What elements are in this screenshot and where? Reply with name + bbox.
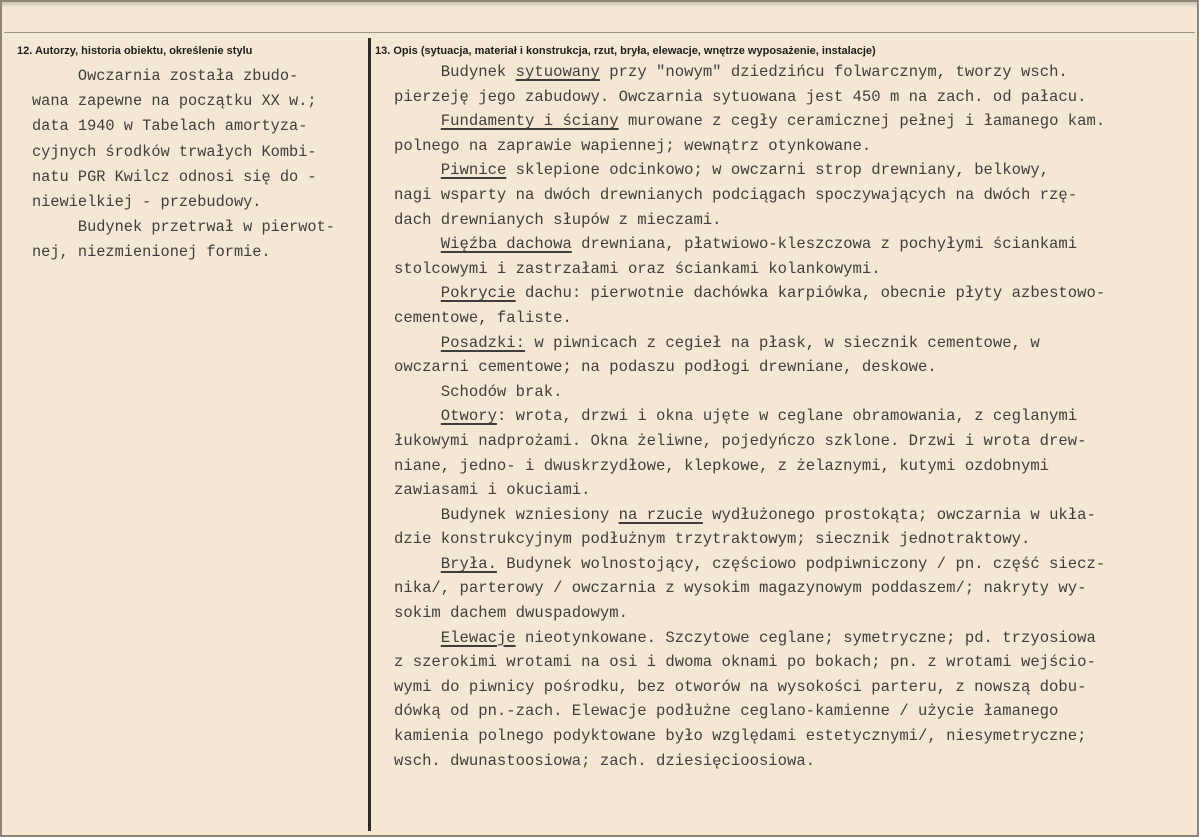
section-13-text — [394, 60, 1105, 773]
section-12-line: cyjnych środków trwałych Kombi- — [32, 142, 317, 161]
section-13-line — [394, 331, 1105, 356]
section-13-line — [394, 60, 1105, 85]
line-text: łukowymi nadprożami. Okna żeliwne, pojedyńczo szklone. Drzwi i wrota drew- — [394, 431, 1087, 450]
section-13-line — [394, 601, 1105, 626]
line-text: w piwnicach z cegieł na płask, w siecznik cementowe, w — [525, 333, 1040, 352]
section-13-line — [394, 503, 1105, 528]
section-12-line: Budynek przetrwał w pierwot- — [32, 218, 335, 237]
line-text: wsch. dwunastoosiowa; zach. dziesięcioosiowa. — [394, 751, 816, 770]
line-text: Budynek — [394, 63, 516, 81]
line-text: owczarni cementowe; na podaszu podłogi drewniane, deskowe. — [394, 358, 937, 377]
line-text: przy "nowym" dziedzińcu folwarcznym, tworzy wsch. — [599, 63, 1068, 81]
line-text: polnego na zaprawie wapiennej; wewnątrz otynkowane. — [394, 136, 872, 155]
line-text: nika/, parterowy / owczarnia z wysokim magazynowym poddaszem/; nakryty wy- — [394, 579, 1087, 598]
underlined-keyword: Bryła. — [440, 554, 497, 573]
line-text: Budynek wzniesiony — [394, 505, 619, 524]
section-12-line: Owczarnia została zbudo- — [32, 67, 299, 85]
section-12-heading: 12. Autorzy, historia obiektu, określenie stylu — [17, 45, 253, 57]
section-12-text — [32, 64, 335, 266]
line-text: kamienia polnego podyktowane było względami estetycznymi/, niesymetryczne; — [394, 727, 1087, 746]
line-text: dówką od pn.-zach. Elewacje podłużne ceglano-kamienne / użycie łamanego — [394, 702, 1059, 721]
top-rule — [4, 32, 1195, 33]
section-13-line — [394, 527, 1105, 552]
line-text: zawiasami i okuciami. — [394, 481, 591, 500]
underlined-keyword: na rzucie — [618, 505, 703, 524]
section-13-line — [394, 134, 1105, 159]
section-13-line — [394, 675, 1105, 700]
section-13-line — [394, 429, 1105, 454]
line-text: pierzeję jego zabudowy. Owczarnia sytuowana jest 450 m na zach. od pałacu. — [394, 87, 1087, 106]
section-12-line: wana zapewne na początku XX w.; — [32, 92, 317, 111]
section-13-line — [394, 380, 1105, 405]
line-text: dzie konstrukcyjnym podłużnym trzytraktowym; siecznik jednotraktowy. — [394, 530, 1031, 549]
section-13-line — [394, 552, 1105, 577]
section-13-line — [394, 478, 1105, 503]
section-13-line — [394, 576, 1105, 601]
section-13-line — [394, 749, 1105, 774]
line-text: wymi do piwnicy pośrodku, bez otworów na wysokości parteru, z nowszą dobu- — [394, 677, 1087, 696]
section-13-line — [394, 85, 1105, 110]
section-13-line — [394, 183, 1105, 208]
line-text: z szerokimi wrotami na osi i dwoma oknami po bokach; pn. z wrotami wejścio- — [394, 653, 1096, 672]
section-13-line — [394, 454, 1105, 479]
section-12-line: natu PGR Kwilcz odnosi się do - — [32, 167, 317, 186]
underlined-keyword: Piwnice — [440, 161, 507, 180]
section-13-line — [394, 650, 1105, 675]
underlined-keyword: Więźba dachowa — [440, 235, 572, 254]
line-text: : wrota, drzwi i okna ujęte w ceglane obramowania, z ceglanymi — [496, 407, 1078, 426]
line-text: Budynek wolnostojący, częściowo podpiwniczony / pn. część siecz- — [496, 554, 1106, 573]
line-text: stolcowymi i zastrzałami oraz ściankami kolankowymi. — [394, 259, 881, 278]
underlined-keyword: Elewacje — [440, 628, 516, 647]
section-12-line: data 1940 w Tabelach amortyza- — [32, 117, 308, 136]
section-13-line — [394, 355, 1105, 380]
line-text: cementowe, faliste. — [394, 308, 572, 327]
underlined-keyword: Fundamenty i ściany — [440, 112, 619, 131]
line-text: dach drewnianych słupów z mieczami. — [394, 210, 722, 229]
section-13-line — [394, 626, 1105, 651]
line-text: sklepione odcinkowo; w owczarni strop drewniany, belkowy, — [506, 161, 1050, 180]
underlined-keyword: sytuowany — [515, 63, 600, 81]
line-text: nagi wsparty na dwóch drewnianych podciągach spoczywających na dwóch rzę- — [394, 185, 1078, 204]
section-13-line — [394, 306, 1105, 331]
line-text: dachu: pierwotnie dachówka karpiówka, obecnie płyty azbestowo- — [515, 284, 1106, 303]
section-12-line: nej, niezmienionej formie. — [32, 243, 271, 262]
section-13-line — [394, 208, 1105, 233]
section-13-line — [394, 724, 1105, 749]
section-13-line — [394, 232, 1105, 257]
line-text: murowane z cegły ceramicznej pełnej i łamanego kam. — [618, 112, 1106, 131]
section-13-heading: 13. Opis (sytuacja, materiał i konstrukcja, rzut, bryła, elewacje, wnętrze wyposażenie, instalacje) — [375, 45, 876, 57]
line-text: niane, jedno- i dwuskrzydłowe, klepkowe, z żelaznymi, kutymi ozdobnymi — [394, 456, 1050, 475]
section-13-line — [394, 281, 1105, 306]
line-text: drewniana, płatwiowo-kleszczowa z pochyłymi ściankami — [571, 235, 1078, 254]
line-text: nieotynkowane. Szczytowe ceglane; symetryczne; pd. trzyosiowa — [515, 628, 1096, 647]
section-13-line — [394, 158, 1105, 183]
underlined-keyword: Posadzki: — [440, 333, 526, 352]
section-13-line — [394, 257, 1105, 282]
section-13-line — [394, 404, 1105, 429]
line-text: Schodów brak. — [394, 382, 563, 401]
section-13-line — [394, 109, 1105, 134]
underlined-keyword: Otwory — [440, 407, 497, 426]
underlined-keyword: Pokrycie — [440, 284, 516, 303]
section-12-line: niewielkiej - przebudowy. — [32, 193, 262, 212]
line-text: sokim dachem dwuspadowym. — [394, 604, 628, 623]
section-13-line — [394, 699, 1105, 724]
line-text: wydłużonego prostokąta; owczarnia w ukła- — [702, 505, 1096, 524]
column-divider — [368, 38, 371, 831]
